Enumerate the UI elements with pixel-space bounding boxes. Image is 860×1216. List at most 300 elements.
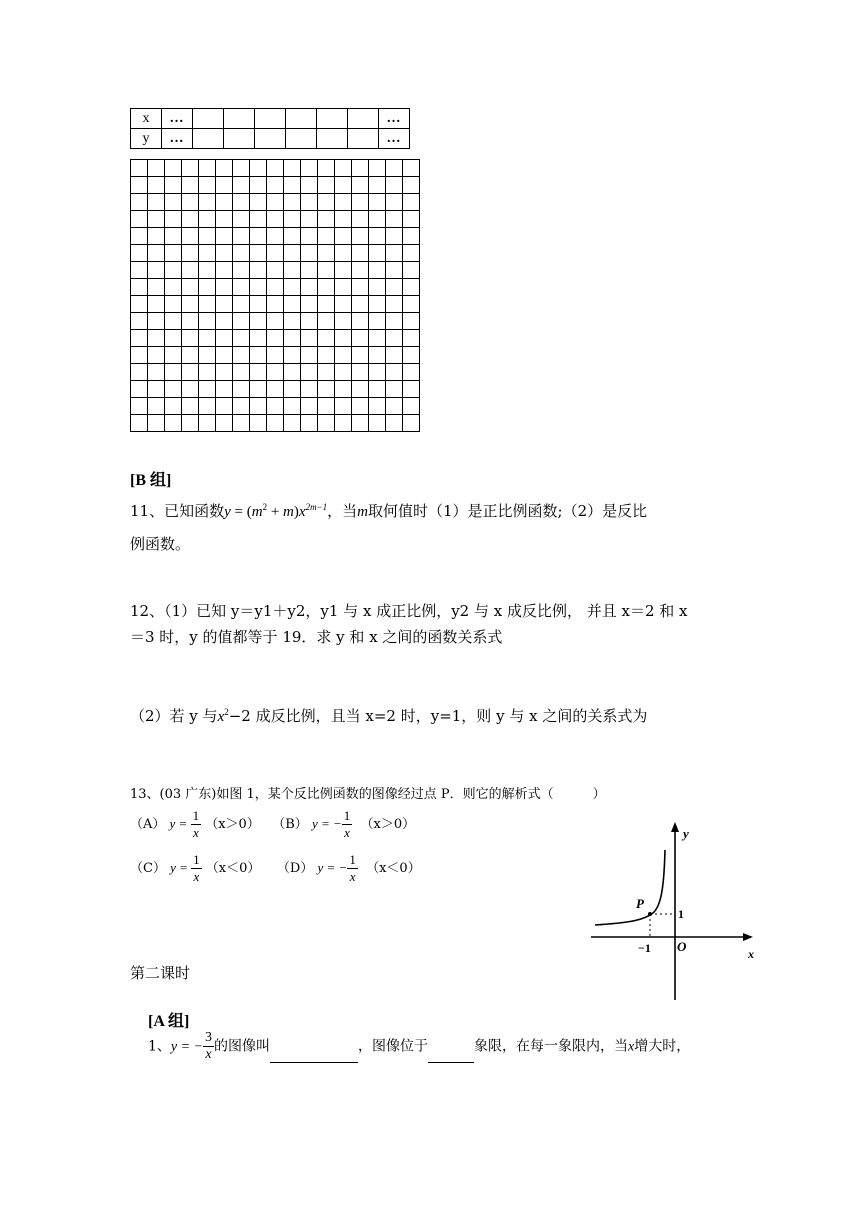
grid-cell	[199, 194, 216, 211]
grid-cell	[369, 415, 386, 432]
grid-cell	[199, 364, 216, 381]
grid-cell	[352, 262, 369, 279]
y-row-value-cell[interactable]	[193, 129, 224, 149]
grid-cell	[335, 245, 352, 262]
x-axis-arrow-icon	[743, 933, 753, 941]
grid-cell	[318, 245, 335, 262]
grid-cell	[335, 347, 352, 364]
grid-cell	[369, 381, 386, 398]
grid-cell	[199, 279, 216, 296]
grid-cell	[165, 398, 182, 415]
grid-cell	[165, 228, 182, 245]
y-row-value-cell[interactable]	[255, 129, 286, 149]
grid-cell	[131, 313, 148, 330]
q11-var-m: m	[357, 504, 368, 520]
grid-cell	[233, 347, 250, 364]
grid-row	[131, 245, 420, 262]
grid-cell	[335, 296, 352, 313]
question-12-line-1: 12、（1）已知 y＝y1＋y2，y1 与 x 成正比例，y2 与 x 成反比例， 并且 x＝2 和 x	[130, 602, 688, 620]
grid-cell	[250, 279, 267, 296]
grid-cell	[267, 211, 284, 228]
grid-cell	[199, 177, 216, 194]
xy-value-table	[130, 108, 410, 149]
grid-cell	[216, 211, 233, 228]
grid-cell	[352, 228, 369, 245]
grid-cell	[386, 245, 403, 262]
grid-cell	[352, 279, 369, 296]
grid-cell	[335, 415, 352, 432]
grid-cell	[403, 398, 420, 415]
grid-cell	[284, 347, 301, 364]
grid-cell	[318, 364, 335, 381]
grid-cell	[403, 415, 420, 432]
grid-cell	[386, 347, 403, 364]
grid-cell	[403, 160, 420, 177]
grid-cell	[386, 415, 403, 432]
grid-cell	[216, 194, 233, 211]
grid-cell	[318, 228, 335, 245]
y-row-ellipsis-end: …	[379, 129, 410, 149]
grid-cell	[165, 177, 182, 194]
grid-cell	[131, 245, 148, 262]
grid-cell	[335, 211, 352, 228]
grid-cell	[199, 415, 216, 432]
grid-cell	[352, 330, 369, 347]
y-axis-label: y	[683, 826, 689, 841]
grid-cell	[148, 415, 165, 432]
grid-cell	[267, 194, 284, 211]
grid-cell	[386, 228, 403, 245]
grid-cell	[165, 415, 182, 432]
question-12-part-2: （2）若 y 与$x^2-2$ 成反比例，且当 x=2 时，y=1，则 y 与 x 之间的关系式为	[130, 707, 648, 725]
grid-cell	[386, 381, 403, 398]
section-a-heading: [A 组]	[148, 1013, 190, 1030]
grid-cell	[352, 381, 369, 398]
x-row-label: x	[131, 109, 162, 129]
option-b-label: （B）	[272, 817, 308, 832]
grid-cell	[284, 177, 301, 194]
grid-cell	[250, 262, 267, 279]
grid-cell	[148, 381, 165, 398]
grid-cell	[284, 245, 301, 262]
grid-cell	[250, 415, 267, 432]
grid-row	[131, 330, 420, 347]
x-row-value-cell[interactable]	[348, 109, 379, 129]
grid-cell	[165, 245, 182, 262]
grid-cell	[284, 160, 301, 177]
grid-cell	[182, 330, 199, 347]
grid-cell	[131, 177, 148, 194]
grid-cell	[233, 245, 250, 262]
grid-cell	[403, 194, 420, 211]
grid-cell	[148, 364, 165, 381]
grid-cell	[233, 177, 250, 194]
grid-cell	[267, 160, 284, 177]
y-axis-arrow-icon	[671, 822, 679, 832]
grid-cell	[233, 398, 250, 415]
grid-cell	[369, 279, 386, 296]
grid-cell	[216, 347, 233, 364]
grid-cell	[182, 347, 199, 364]
grid-cell	[318, 211, 335, 228]
grid-cell	[318, 398, 335, 415]
grid-cell	[318, 279, 335, 296]
grid-cell	[369, 313, 386, 330]
question-12-line-2: ＝3 时，y 的值都等于 19．求 y 和 x 之间的函数关系式	[130, 628, 503, 646]
grid-cell	[182, 415, 199, 432]
q11-formula: $y = (m^2 + m)x^{2m-1}$	[224, 502, 328, 520]
grid-cell	[216, 364, 233, 381]
grid-row	[131, 347, 420, 364]
q13-options-row-2: （C） y = $\frac{1}{x}$ （x＜0） （D） y = − $\frac{1}{x}$ （x＜0）	[130, 852, 421, 884]
grid-cell	[318, 160, 335, 177]
grid-cell	[131, 364, 148, 381]
grid-cell	[267, 313, 284, 330]
grid-cell	[199, 330, 216, 347]
lesson-2-heading: 第二课时	[130, 964, 191, 982]
grid-cell	[403, 228, 420, 245]
grid-cell	[386, 211, 403, 228]
grid-cell	[233, 160, 250, 177]
grid-cell	[352, 245, 369, 262]
grid-cell	[250, 228, 267, 245]
grid-cell	[335, 313, 352, 330]
y-row-value-cell[interactable]	[348, 129, 379, 149]
grid-cell	[335, 398, 352, 415]
grid-cell	[352, 364, 369, 381]
tick-label-y-1: 1	[678, 907, 684, 921]
grid-cell	[148, 279, 165, 296]
grid-cell	[318, 296, 335, 313]
grid-cell	[182, 194, 199, 211]
x-row-value-cell[interactable]	[286, 109, 317, 129]
grid-cell	[301, 296, 318, 313]
grid-cell	[284, 364, 301, 381]
grid-cell	[233, 211, 250, 228]
grid-cell	[165, 347, 182, 364]
grid-cell	[301, 194, 318, 211]
grid-cell	[250, 194, 267, 211]
q13-options-row-1: （A） y = $\frac{1}{x}$ （x＞0） （B） y = − $\frac{1}{x}$ （x＞0）	[130, 808, 416, 840]
grid-cell	[352, 313, 369, 330]
grid-cell	[284, 330, 301, 347]
grid-cell	[403, 381, 420, 398]
grid-cell	[318, 330, 335, 347]
y-row-label: y	[131, 129, 162, 149]
grid-cell	[284, 381, 301, 398]
grid-cell	[148, 313, 165, 330]
grid-cell	[131, 279, 148, 296]
grid-cell	[386, 262, 403, 279]
grid-cell	[216, 228, 233, 245]
grid-cell	[369, 364, 386, 381]
grid-row	[131, 313, 420, 330]
grid-cell	[233, 415, 250, 432]
grid-cell	[182, 364, 199, 381]
grid-cell	[335, 194, 352, 211]
grid-cell	[369, 398, 386, 415]
question-11-line-2: 例函数。	[130, 535, 191, 553]
grid-cell	[216, 279, 233, 296]
grid-cell	[148, 211, 165, 228]
grid-cell	[284, 398, 301, 415]
answer-blank-1[interactable]	[270, 1048, 358, 1063]
grid-cell	[250, 177, 267, 194]
grid-cell	[284, 296, 301, 313]
grid-cell	[182, 245, 199, 262]
grid-cell	[403, 296, 420, 313]
grid-cell	[369, 177, 386, 194]
grid-cell	[233, 313, 250, 330]
x-row-value-cell[interactable]	[255, 109, 286, 129]
grid-cell	[403, 347, 420, 364]
grid-cell	[403, 245, 420, 262]
grid-cell	[352, 296, 369, 313]
graph-paper-grid	[130, 159, 420, 432]
grid-cell	[216, 330, 233, 347]
grid-cell	[335, 177, 352, 194]
grid-cell	[301, 381, 318, 398]
grid-cell	[386, 313, 403, 330]
grid-cell	[216, 313, 233, 330]
grid-cell	[165, 194, 182, 211]
grid-cell	[233, 330, 250, 347]
grid-cell	[386, 177, 403, 194]
grid-cell	[267, 262, 284, 279]
grid-cell	[233, 262, 250, 279]
point-p	[648, 912, 652, 916]
grid-cell	[148, 177, 165, 194]
grid-cell	[352, 347, 369, 364]
x-row-value-cell[interactable]	[224, 109, 255, 129]
grid-cell	[284, 211, 301, 228]
grid-cell	[318, 415, 335, 432]
grid-cell	[267, 330, 284, 347]
grid-cell	[403, 177, 420, 194]
grid-cell	[250, 313, 267, 330]
grid-cell	[182, 279, 199, 296]
grid-cell	[165, 160, 182, 177]
grid-row	[131, 194, 420, 211]
grid-cell	[199, 313, 216, 330]
question-1-line: 1、y = − $\frac{3}{x}$ 的图像叫 ，图像位于 象限，在每一象限内，当x增大时，	[148, 1030, 691, 1062]
grid-cell	[301, 177, 318, 194]
grid-cell	[267, 177, 284, 194]
grid-cell	[352, 415, 369, 432]
grid-cell	[199, 228, 216, 245]
grid-cell	[386, 398, 403, 415]
grid-cell	[403, 364, 420, 381]
grid-cell	[267, 296, 284, 313]
table-row-x	[131, 109, 410, 129]
grid-cell	[233, 364, 250, 381]
grid-row	[131, 296, 420, 313]
grid-cell	[284, 313, 301, 330]
grid-cell	[250, 245, 267, 262]
grid-cell	[148, 262, 165, 279]
x-row-value-cell[interactable]	[193, 109, 224, 129]
grid-cell	[301, 330, 318, 347]
grid-cell	[233, 228, 250, 245]
grid-cell	[301, 228, 318, 245]
q1-fraction: $\frac{3}{x}$	[205, 1030, 213, 1062]
question-11-line-1: 11、已知函数$y = (m^2 + m)x^{2m-1}$，当m取何值时（1）是正比例函数;（2）是反比	[130, 502, 648, 520]
grid-cell	[233, 381, 250, 398]
option-d-fraction: $\frac{1}{x}$	[349, 852, 356, 884]
grid-cell	[148, 194, 165, 211]
grid-cell	[250, 381, 267, 398]
grid-cell	[301, 211, 318, 228]
y-row-ellipsis-start: …	[162, 129, 193, 149]
grid-cell	[233, 296, 250, 313]
grid-cell	[403, 330, 420, 347]
y-row-value-cell[interactable]	[317, 129, 348, 149]
grid-cell	[301, 398, 318, 415]
y-row-value-cell[interactable]	[286, 129, 317, 149]
option-c-fraction: $\frac{1}{x}$	[193, 852, 200, 884]
grid-row	[131, 177, 420, 194]
grid-cell	[199, 398, 216, 415]
grid-cell	[250, 296, 267, 313]
grid-cell	[318, 313, 335, 330]
question-13-stem: 13、(03 广东)如图 1，某个反比例函数的图像经过点 P．则它的解析式（ ）	[130, 787, 606, 802]
option-a-label: （A）	[130, 817, 166, 832]
grid-cell	[369, 228, 386, 245]
grid-cell	[148, 296, 165, 313]
grid-cell	[216, 381, 233, 398]
grid-cell	[335, 330, 352, 347]
point-p-label: P	[636, 896, 644, 911]
grid-cell	[216, 160, 233, 177]
grid-cell	[148, 398, 165, 415]
grid-cell	[250, 364, 267, 381]
grid-cell	[199, 245, 216, 262]
grid-cell	[131, 211, 148, 228]
grid-cell	[403, 279, 420, 296]
grid-row	[131, 211, 420, 228]
grid-cell	[233, 279, 250, 296]
grid-cell	[267, 398, 284, 415]
grid-cell	[182, 228, 199, 245]
option-a-fraction: $\frac{1}{x}$	[192, 808, 200, 840]
grid-cell	[199, 347, 216, 364]
grid-cell	[301, 364, 318, 381]
grid-cell	[199, 296, 216, 313]
grid-cell	[216, 296, 233, 313]
grid-cell	[182, 296, 199, 313]
grid-cell	[131, 296, 148, 313]
grid-cell	[250, 347, 267, 364]
grid-cell	[301, 313, 318, 330]
grid-cell	[267, 381, 284, 398]
grid-cell	[318, 262, 335, 279]
grid-cell	[148, 228, 165, 245]
grid-cell	[165, 296, 182, 313]
grid-cell	[182, 313, 199, 330]
grid-cell	[199, 381, 216, 398]
grid-row	[131, 381, 420, 398]
grid-cell	[335, 160, 352, 177]
grid-cell	[386, 160, 403, 177]
grid-cell	[267, 364, 284, 381]
grid-cell	[267, 279, 284, 296]
grid-cell	[267, 245, 284, 262]
origin-label: O	[677, 939, 687, 954]
grid-cell	[131, 228, 148, 245]
x-row-ellipsis-start: …	[162, 109, 193, 129]
grid-cell	[301, 245, 318, 262]
grid-cell	[216, 415, 233, 432]
grid-cell	[131, 160, 148, 177]
grid-cell	[165, 330, 182, 347]
grid-cell	[199, 262, 216, 279]
x-axis-label: x	[748, 947, 754, 961]
grid-cell	[301, 160, 318, 177]
grid-cell	[267, 415, 284, 432]
grid-cell	[301, 415, 318, 432]
grid-cell	[318, 194, 335, 211]
grid-cell	[182, 211, 199, 228]
grid-cell	[403, 313, 420, 330]
grid-cell	[131, 262, 148, 279]
grid-cell	[335, 364, 352, 381]
grid-cell	[335, 279, 352, 296]
grid-cell	[352, 211, 369, 228]
grid-cell	[131, 398, 148, 415]
tick-label-x-neg-1: −1	[638, 941, 651, 955]
grid-cell	[284, 262, 301, 279]
grid-cell	[131, 381, 148, 398]
grid-cell	[369, 262, 386, 279]
grid-cell	[199, 160, 216, 177]
grid-cell	[369, 245, 386, 262]
y-row-value-cell[interactable]	[224, 129, 255, 149]
option-c-label: （C）	[130, 861, 166, 876]
grid-cell	[131, 330, 148, 347]
grid-cell	[386, 279, 403, 296]
grid-cell	[165, 279, 182, 296]
grid-cell	[369, 160, 386, 177]
grid-cell	[403, 262, 420, 279]
x-row-value-cell[interactable]	[317, 109, 348, 129]
grid-cell	[250, 398, 267, 415]
grid-cell	[369, 296, 386, 313]
grid-cell	[301, 279, 318, 296]
grid-cell	[165, 381, 182, 398]
grid-cell	[386, 330, 403, 347]
grid-cell	[165, 211, 182, 228]
curve-branch	[595, 850, 665, 925]
grid-cell	[352, 160, 369, 177]
grid-cell	[318, 347, 335, 364]
grid-cell	[301, 347, 318, 364]
answer-blank-2[interactable]	[428, 1048, 474, 1063]
grid-cell	[284, 194, 301, 211]
grid-cell	[148, 347, 165, 364]
option-d-label: （D）	[276, 861, 314, 876]
grid-row	[131, 364, 420, 381]
grid-cell	[148, 245, 165, 262]
grid-cell	[131, 194, 148, 211]
grid-cell	[199, 211, 216, 228]
grid-cell	[216, 398, 233, 415]
grid-cell	[386, 296, 403, 313]
q11-prefix: 11、已知函数	[130, 502, 225, 520]
grid-cell	[250, 160, 267, 177]
grid-row	[131, 415, 420, 432]
grid-row	[131, 228, 420, 245]
grid-cell	[131, 415, 148, 432]
